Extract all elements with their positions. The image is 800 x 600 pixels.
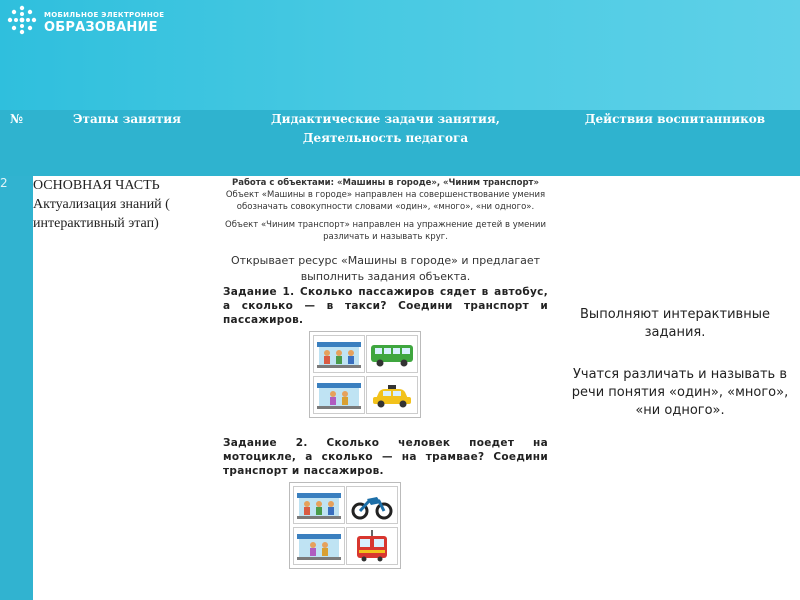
logo-text-top: МОБИЛЬНОЕ ЭЛЕКТРОННОЕ xyxy=(44,11,165,19)
task-desc-2: Объект «Чиним транспорт» направлен на упражнение детей в умении различать и называть круг. xyxy=(225,220,546,242)
action-text-1: Выполняют интерактивные задания. xyxy=(580,307,770,340)
task-2-text: Задание 2. Сколько человек поедет на мотоцикле, а сколько — на трамвае? Соедини транспорт и пассажиров. xyxy=(223,437,548,477)
bus-stop-icon xyxy=(313,335,365,373)
task-1-image-grid xyxy=(309,331,421,418)
green-bus-icon xyxy=(366,335,418,373)
tram-icon xyxy=(346,527,398,565)
row-stage: ОСНОВНАЯ ЧАСТЬ Актуализация знаний ( интерактивный этап) xyxy=(33,176,221,600)
table-row xyxy=(0,176,800,600)
motorcycle-icon xyxy=(346,486,398,524)
table-header-row xyxy=(0,110,800,176)
bus-stop-icon xyxy=(293,527,345,565)
header-stages: Этапы занятия xyxy=(33,110,221,176)
bus-stop-icon xyxy=(293,486,345,524)
logo xyxy=(6,4,196,38)
row-number: 2 xyxy=(0,176,33,600)
task-intro: Открывает ресурс «Машины в городе» и предлагает выполнить задания объекта. xyxy=(230,254,541,283)
header-number: № xyxy=(0,110,33,176)
task-2-image-grid xyxy=(289,482,401,569)
task-1-text: Задание 1. Сколько пассажиров сядет в автобус, а сколько — в такси? Соедини транспорт и пассажиров. xyxy=(223,286,548,326)
lesson-table xyxy=(0,110,800,600)
row-task-cell xyxy=(221,176,550,600)
bus-stop-icon xyxy=(313,376,365,414)
header-actions: Действия воспитанников xyxy=(550,110,800,176)
task-title: Работа с объектами: «Машины в городе», «Чиним транспорт» xyxy=(232,178,539,188)
logo-text-main: ОБРАЗОВАНИЕ xyxy=(44,20,158,35)
action-text-2: Учатся различать и называть в речи понятия «один», «много», «ни одного». xyxy=(571,367,789,418)
row-actions-cell xyxy=(550,176,800,600)
header-banner xyxy=(0,0,800,110)
header-tasks: Дидактические задачи занятия, Деятельность педагога xyxy=(221,110,550,176)
taxi-icon xyxy=(366,376,418,414)
logo-mark-icon xyxy=(6,4,38,36)
task-desc-1: Объект «Машины в городе» направлен на совершенствование умения обозначать совокупности словами «один», «много», «ни одного». xyxy=(225,190,546,212)
